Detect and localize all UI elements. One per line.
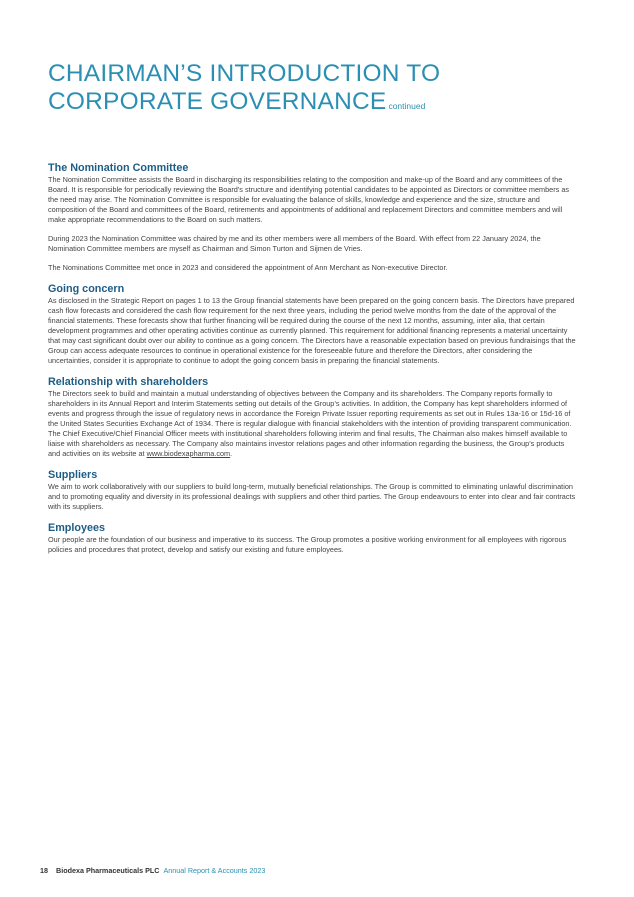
paragraph: The Nomination Committee assists the Board in discharging its responsibilities relating to the composition and make-up of the Board and any committees of the Board. It is responsible for periodically reviewing the Board’s structure and identifying potential candidates to be appointed as Directors or committee members as the need may arise. The Nomination Committee is responsible for evaluating the balance of skills, knowledge and experience and the size, structure and composition of the Board and committees of the Board, retirements and appointments of additional and replacement Directors and committee members and will make appropriate recommendations to the Board on such matters. bbox=[48, 175, 570, 224]
paragraph: During 2023 the Nomination Committee was chaired by me and its other members were all members of the Board. With effect from 22 January 2024, the Nomination Committee members are myself as Chairman and Simon Turton and Sijmen de Vries. bbox=[48, 234, 541, 253]
section-heading: Relationship with shareholders bbox=[48, 376, 209, 388]
paragraph: We aim to work collaboratively with our suppliers to build long-term, mutually beneficial relationships. The Group is committed to eliminating unlawful discrimination and to promoting equality and diversity in its professional dealings with suppliers and other third parties. The Group endeavours to enter into clear and fair contracts with its suppliers. bbox=[48, 482, 576, 511]
section-going-concern bbox=[48, 283, 576, 366]
page-title bbox=[48, 60, 608, 120]
section-heading: The Nomination Committee bbox=[48, 162, 189, 174]
paragraph: Our people are the foundation of our business and imperative to its success. The Group promotes a positive working environment for all employees with rigorous policies and procedures that protect, develop and satisfy our existing and future employees. bbox=[48, 535, 567, 554]
continued-label: continued bbox=[388, 101, 426, 111]
paragraph: As disclosed in the Strategic Report on pages 1 to 13 the Group financial statements have been prepared on the going concern basis. The Directors have prepared cash flow forecasts and considered the cash flow requirement for the next three years, including the period twelve months from the date of the approval of the financial statements. These forecasts show that further financing will be required during the course of the next 12 months, assuming, inter alia, that certain development programmes and other operating activities continue as currently planned. This requirement for additional financing represents a material uncertainty that may cast significant doubt over our ability to continue as a going concern. The Directors have a reasonable expectation based on previous fundraisings that the Group can access adequate resources to continue in operational existence for the foreseeable future and therefore the Directors, after considering the uncertainties, consider it is appropriate to continue to adopt the going concern basis in preparing the financial statements. bbox=[48, 296, 576, 365]
footer-company-name: Biodexa Pharmaceuticals PLC bbox=[56, 866, 160, 875]
paragraph bbox=[48, 389, 576, 459]
section-employees bbox=[48, 522, 576, 555]
footer-report-title: Annual Report & Accounts 2023 bbox=[163, 866, 266, 875]
website-link[interactable]: www.biodexapharma.com bbox=[146, 449, 231, 458]
page-title-line-1: CHAIRMAN’S INTRODUCTION TO bbox=[48, 60, 441, 87]
page-footer bbox=[40, 866, 265, 876]
section-nomination-committee bbox=[48, 162, 576, 273]
section-relationship-with-shareholders bbox=[48, 376, 576, 459]
section-heading: Employees bbox=[48, 522, 106, 534]
section-heading: Going concern bbox=[48, 283, 125, 295]
page-title-line-2: CORPORATE GOVERNANCE bbox=[48, 88, 387, 115]
section-suppliers bbox=[48, 469, 576, 512]
paragraph-end: . bbox=[230, 449, 233, 458]
main-content bbox=[48, 162, 576, 555]
page-number: 18 bbox=[40, 866, 48, 875]
paragraph-text: The Directors seek to build and maintain a mutual understanding of objectives between the Company and its shareholders. The Company reports formally to shareholders in its Annual Report and Interim Statements setting out details of the Group’s activities. In addition, the Company has kept shareholders informed of events and progress through the issue of regulatory news in accordance the Foreign Private Issuer reporting requirements as set out in Rules 13a-16 or 15d-16 of the United States Securities Exchange Act of 1934. There is regular dialogue with financial stakeholders with the intention of providing transparent communication. The Chief Executive/Chief Financial Officer meets with institutional shareholders following interim and final results, The Chairman also makes himself available to liaise with shareholders as necessary. The Company also maintains investor relations pages and other information regarding the business, the Group’s products and activities on its website at bbox=[48, 389, 572, 458]
section-heading: Suppliers bbox=[48, 469, 98, 481]
paragraph: The Nominations Committee met once in 2023 and considered the appointment of Ann Merchant as Non-executive Director. bbox=[48, 263, 448, 272]
